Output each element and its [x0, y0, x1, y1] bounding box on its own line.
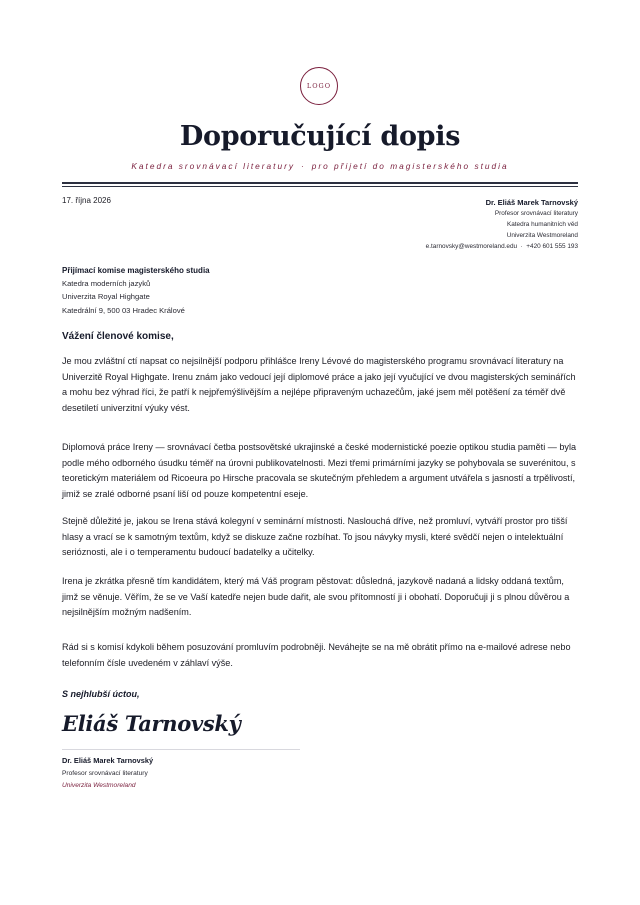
header-rule-thin [62, 186, 578, 187]
recipient-name: Přijímací komise magisterského studia [62, 266, 210, 275]
signer-block [62, 755, 153, 793]
subtitle-purpose: pro přijetí do magisterského studia [311, 161, 509, 171]
subtitle-separator: · [301, 161, 306, 171]
sender-university: Univerzita Westmoreland [506, 232, 578, 239]
letter-subtitle [0, 161, 640, 171]
recipient-address: Katedrální 9, 500 03 Hradec Králové [62, 305, 185, 315]
body-paragraph-5: Rád si s komisí kdykoli během posuzování promluvím podrobněji. Neváhejte se na mě obrátit přímo na e-mailové adrese nebo telefonním čísle uvedeném v záhlaví výše. [62, 642, 571, 668]
letter-date: 17. října 2026 [62, 196, 111, 205]
body-paragraph-1: Je mou zvláštní ctí napsat co nejsilnější podporu přihlášce Ireny Lévové do magisterského programu srovnávací literatury na Univerzitě Royal Highgate. Irenu znám jako vedoucí její diplomové práce a jako její vyučující ve dvou magisterských seminářích a mohu bez výhrad říci, že patří k nejpřemýšlivějším a nejlépe připraveným uchazečům, jaké jsem měl potěšení za téměř dvě desetiletí univerzitní výuky vést. [62, 356, 576, 413]
signer-university: Univerzita Westmoreland [62, 782, 136, 789]
body-paragraph-2: Diplomová práce Ireny — srovnávací četba postsovětské ukrajinské a české modernistické poezie optikou studia paměti — byla podle mého odborného úsudku téměř na úrovni publikovatelnosti. Mezi třemi primárními jazyky se pohybovala se suverénitou, s teoretickým materiálem od Ricoeura po Hirsche pracovala se skutečným přehledem a argument utvářela s jasností a trpělivostí, jimiž se zralé odborné psaní liší od pouze kompetentní eseje. [62, 442, 577, 499]
header-rule-thick [62, 182, 578, 184]
signature: Eliáš Tarnovský [62, 711, 241, 736]
recipient-university: Univerzita Royal Highgate [62, 292, 150, 302]
salutation: Vážení členové komise, [62, 331, 174, 342]
sender-name: Dr. Eliáš Marek Tarnovský [485, 198, 578, 207]
sender-department: Katedra humanitních věd [506, 221, 578, 228]
recipient-department: Katedra moderních jazyků [62, 279, 151, 289]
closing: S nejhlubší úctou, [62, 689, 140, 699]
sender-contact: e.tarnovsky@westmoreland.edu · +420 601 555 193 [425, 243, 578, 250]
signer-position: Profesor srovnávací literatury [62, 769, 148, 777]
letter-title: Doporučující dopis [179, 121, 461, 152]
signer-name: Dr. Eliáš Marek Tarnovský [62, 756, 154, 765]
subtitle-department: Katedra srovnávací literatury [131, 161, 295, 171]
sender-position: Profesor srovnávací literatury [494, 210, 578, 217]
sender-block [426, 197, 578, 252]
logo-text: LOGO [306, 82, 332, 90]
body-paragraph-4: Irena je zkrátka přesně tím kandidátem, který má Váš program pěstovat: důsledná, jazykově nadaná a lidsky oddaná textům, jimž se věnuje. Věřím, že se ve Vaší katedře nejen bude dařit, ale svou přítomností ji i obohatí. Doporučuji ji s plnou důvěrou a nejsilnějším možným nadšením. [62, 576, 570, 617]
recipient-block [62, 264, 210, 317]
body-paragraph-3: Stejně důležité je, jakou se Irena stává kolegyní v seminární místnosti. Naslouchá dříve, než promluví, vytváří prostor pro tišší hlasy a vrací se k samotným textům, když se diskuze začne rozbíhat. To jsou návyky mysli, které svědčí nejen o intelektuální serióznosti, ale i o temperamentu budoucí badatelky a učitelky. [62, 516, 568, 557]
signature-line [62, 749, 300, 750]
logo [300, 67, 338, 105]
